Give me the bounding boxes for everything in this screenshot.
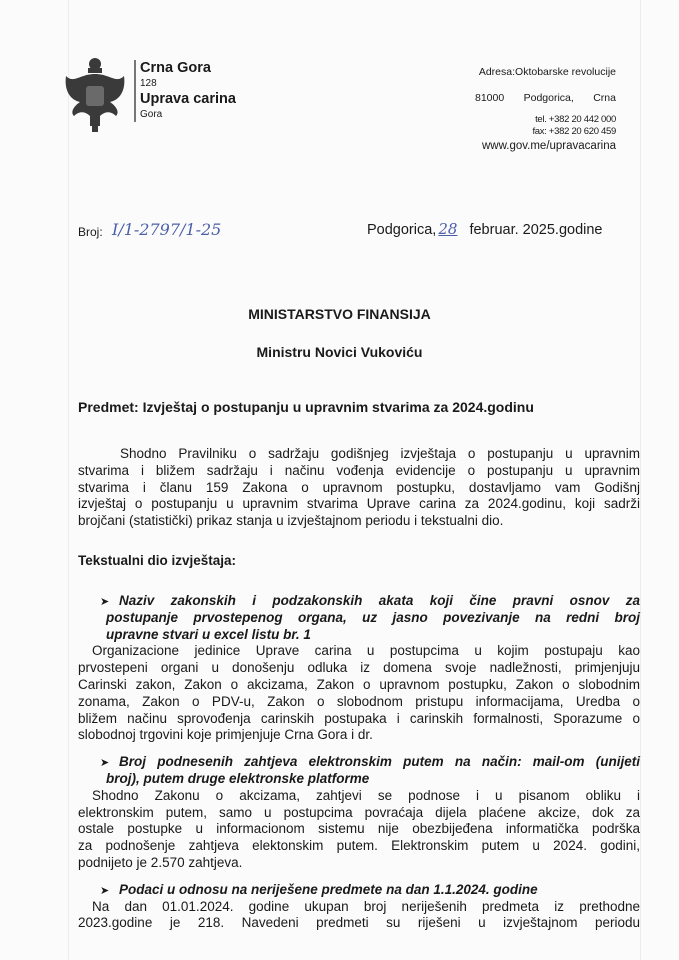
recipient-minister: Ministru Novici Vukoviću [256, 344, 423, 360]
coat-of-arms-icon [60, 56, 130, 134]
intro-paragraph-line: brojčani (statistički) prikaz stanja u izvještajnom periodu i tekstualni dio. [78, 513, 504, 529]
bullet-body-line: Organizacione jedinice Uprave carina u postupcima u kojim postupaju kao [92, 643, 640, 659]
bullet-heading-line: Broj podnesenih zahtjeva elektronskim putem na način: mail-om (unijeti [119, 754, 640, 770]
intro-paragraph-line: stvarima i bližem sadržaju i načinu vođenja evidencije o postupanju u upravnim [78, 462, 640, 478]
bullet-body-line: slobodnoj trgovini koje primjenjuje Crna Gora i dr. [78, 727, 373, 743]
bullet-arrow-icon: ➤ [100, 757, 110, 770]
org-line2: 128 [140, 78, 157, 89]
bullet-body-line: zonama, Zakon o PDV-u, Zakon o slobodnom pristupu informacijama, Uredba o [78, 693, 640, 709]
bullet-body-line: Shodno Zakonu o akcizama, zahtjevi se podnose i u pisanom obliku i [92, 787, 640, 803]
bullet-heading-line: broj), putem druge elektronske platforme [106, 771, 370, 786]
bullet-heading-line: Podaci u odnosu na neriješene predmete na dan 1.1.2024. godine [119, 881, 538, 897]
org-name: Uprava carina [140, 91, 236, 107]
date-rest: februar. 2025.godine [469, 222, 603, 238]
handwritten-reference-number: I/1-2797/1-25 [112, 220, 222, 239]
scan-fold-line [640, 0, 641, 960]
date-place: Podgorica, [367, 222, 437, 238]
handwritten-day: 28 [438, 220, 458, 238]
org-country: Crna Gora [140, 60, 211, 76]
bullet-body-line: bližem načinu sprovođenja carinskih postupaka i carinskih formalnosti, Sporazume o [78, 710, 640, 726]
org-line4: Gora [140, 109, 163, 120]
bullet-body-line: Na dan 01.01.2024. godine ukupan broj neriješenih predmeta iz prethodne [92, 898, 640, 914]
fax: fax: +382 20 620 459 [532, 126, 616, 137]
bullet-body-line: ostale postupke u informacionom sistemu nije obezbijeđena informatička podrška [78, 821, 640, 837]
bullet-body-line: za podnošenje zahtjeva elektonskim putem. Elektronskim putem u 2024. godini, [78, 838, 640, 854]
website-link[interactable]: www.gov.me/upravacarina [481, 140, 616, 152]
address: Adresa:Oktobarske revolucije [478, 66, 616, 78]
bullet-body-line: podnijeto je 2.570 zahtjeva. [78, 855, 243, 870]
bullet-arrow-icon: ➤ [100, 884, 110, 897]
postal-code: 81000 [475, 92, 505, 104]
bullet-body-line: Carinski zakon, Zakon o akcizama, Zakon o upravnom postupku, Zakon o slobodnim [78, 677, 640, 692]
intro-paragraph-line: stvarima i članu 159 Zakona o upravnom postupku, dostavljamo vam Godišnj [78, 479, 640, 495]
bullet-body-line: elektronskim putem, samo u postupcima povraćaja dijela plaćene akcize, dok za [78, 804, 640, 820]
bullet-heading-line: upravne stvari u excel listu br. 1 [106, 626, 311, 642]
city-line [475, 92, 616, 105]
letterhead-divider [134, 60, 136, 122]
intro-paragraph-line: izvještaj o postupanju u upravnim stvarima Uprave carina za 2024.godinu, koji sadrži [78, 496, 640, 512]
telephone: tel. +382 20 442 000 [535, 114, 616, 125]
bullet-heading-line: Naziv zakonskih i podzakonskih akata koji čine pravni osnov za [119, 593, 640, 608]
date-line [367, 220, 602, 238]
bullet-body-line: 2023.godine je 218. Navedeni predmeti su riješeni u izvještajnom periodu [78, 915, 640, 931]
bullet-body-line: prvostepeni organi u donošenju odluka iz domena svoje nadležnosti, primjenjuju [78, 660, 640, 676]
intro-paragraph-line: Shodno Pravilniku o sadržaju godišnjeg izvještaja o postupanju u upravnim [120, 446, 640, 461]
city: Podgorica, [523, 92, 574, 104]
country: Crna [593, 92, 616, 104]
reference-label: Broj: [78, 225, 103, 239]
bullet-heading-line: postupanje prvostepenog organa, uz jasno povezivanje na redni broj [106, 609, 640, 625]
bullet-arrow-icon: ➤ [100, 596, 110, 608]
scan-fold-line [68, 0, 69, 960]
subject-line: Predmet: Izvještaj o postupanju u upravnim stvarima za 2024.godinu [78, 399, 534, 415]
recipient-ministry: MINISTARSTVO FINANSIJA [248, 306, 431, 322]
section-heading: Tekstualni dio izvještaja: [78, 553, 237, 568]
